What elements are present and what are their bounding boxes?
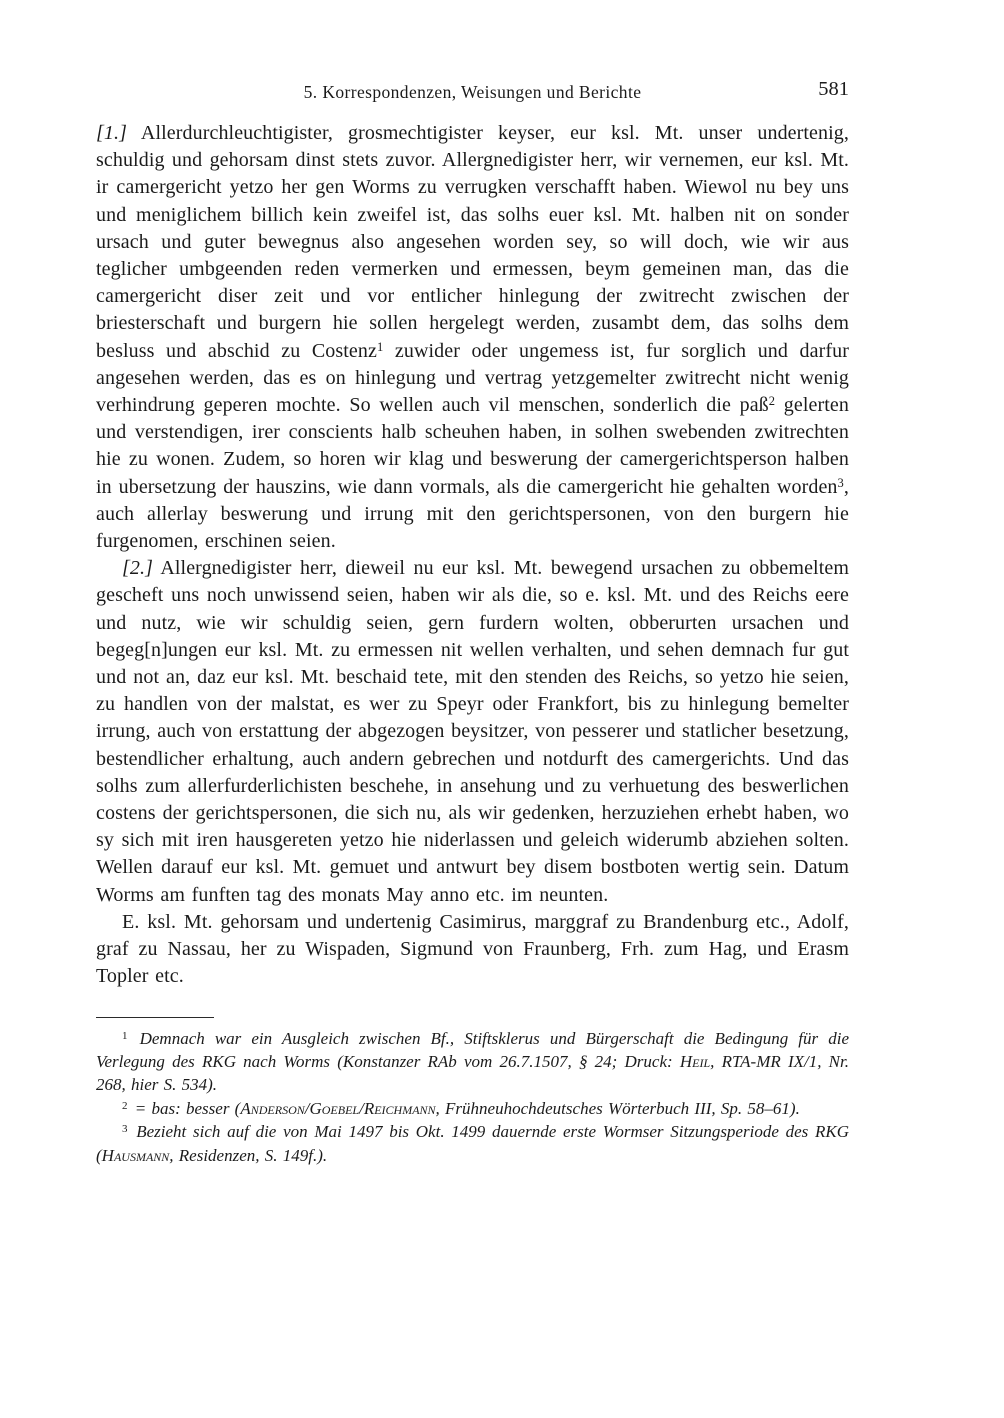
- text-run: [1.]: [96, 122, 127, 144]
- text-run: Heil: [679, 1051, 711, 1071]
- text-run: , Frühneuhochdeutsches Wörterbuch III, Sp. 58–61).: [435, 1098, 800, 1118]
- footnote: [96, 1027, 849, 1097]
- text-run: , RTA-MR IX/1, Nr. 268, hier S. 534).: [96, 1051, 849, 1095]
- footnote-marker: 1: [122, 1029, 128, 1042]
- text-run: /: [304, 1098, 310, 1118]
- paragraph: [96, 555, 849, 909]
- footnote-marker: 3: [122, 1123, 128, 1136]
- footnote-marker: 1: [376, 339, 384, 354]
- document-body: [96, 120, 849, 991]
- text-run: [2.]: [122, 557, 153, 580]
- page-number: 581: [818, 78, 849, 100]
- text-run: Bezieht sich auf die von Mai 1497 bis Okt. 1499 dauernde erste Wormser Sitzungsperiode des RKG (: [96, 1122, 849, 1165]
- footnote-marker: 2: [768, 394, 776, 409]
- text-run: Anderson: [240, 1098, 305, 1118]
- text-run: /: [359, 1098, 364, 1118]
- text-run: , auch allerlay beswerung und irrung mit den gerichtspersonen, von den burgern hie furgenomen, erschinen seien.: [96, 475, 849, 553]
- footnote-marker: 2: [122, 1099, 128, 1112]
- footnotes: [96, 1027, 849, 1167]
- text-block: [96, 78, 849, 1167]
- footnote: [96, 1097, 849, 1120]
- footnote-marker: 3: [837, 475, 844, 490]
- text-run: Allerdurchleuchtigister, grosmechtigister keyser, eur ksl. Mt. unser undertenig, schuldig und gehorsam dinst stets zuvor. Allergnedigister herr, wir vernemen, eur ksl. Mt. ir camergericht yetzo her gen Worms zu verrugken verschafft haben. Wiewol nu bey uns und meniglichem billich kein zweifel ist, das solhs euer ksl. Mt. halben nit on sonder ursach und guter bewegnus also angesehen worden sey, so will doch, wie wir aus teglicher umbgeenden reden vermerken und ermessen, beym gemeinen man, das die camergericht diser zeit und vor entlicher hinlegung der zwitrecht zwischen der briesterschaft und burgern hie sollen hergelegt werden, zusambt dem, das solhs dem besluss und abschid zu Costenz: [96, 122, 849, 362]
- text-run: Demnach war ein Ausgleich zwischen Bf., Stiftsklerus und Bürgerschaft die Bedingung für die Verlegung des RKG nach Worms (Konstanzer RAb vom 26.7.1507, § 24; Druck:: [96, 1028, 849, 1071]
- text-run: zuwider oder ungemess ist, fur sorglich und darfur angesehen werden, das es on hinlegung und vertrag yetzgemelter zwitrecht nicht wenig verhindrung geperen mochte. So wellen auch vil menschen, sonderlich die paß: [96, 339, 850, 417]
- running-header: [96, 78, 849, 104]
- text-run: = bas: besser (: [129, 1098, 241, 1118]
- text-run: Allergnedigister herr, dieweil nu eur ksl. Mt. bewegend ursachen zu obbemeltem gescheft uns noch unwissend seien, haben wir als die, so e. ksl. Mt. und des Reichs eere und nutz, wie wir schuldig seien, gern furdern wolten, obberurten ursachen und begeg[n]ungen eur ksl. Mt. zu ermessen nit wellen verhalten, und sehen demnach fur gut und not an, daz eur ksl. Mt. beschaid tete, mit den stenden des Reichs, so yetzo hie seien, zu handlen von der malstat, es wer zu Speyr oder Frankfort, bis zu hinlegung bemelter irrung, auch von erstattung der abgezogen beysitzer, von pesserer und statlicher besetzung, bestendlicher erhaltung, auch andern gebrechen und notdurft des camergerichts. Und das solhs zum allerfurderlichisten beschehe, in ansehung und zu verhuetung des beswerlichen costens der gerichtspersonen, die sich nu, als wir gedenken, herzuziehen erhebt haben, wo sy sich mit iren hausgereten yetzo hie niderlassen und geleich widerumb abziehen solten. Wellen darauf eur ksl. Mt. gemuet und antwurt bey disem bostboten wertig sein. Datum Worms am funften tag des monats May anno etc. im neunten.: [96, 557, 849, 906]
- text-run: Goebel: [309, 1098, 360, 1118]
- text-run: Reichmann: [363, 1098, 436, 1118]
- text-run: gelerten und verstendigen, irer conscients halb scheuhen haben, in solhen swebenden zwitrechten hie zu wonen. Zudem, so horen wir klag und beswerung der camergerichtsperson halben in ubersetzung der hauszins, wie dann vormals, als die camergericht hie gehalten worden: [96, 394, 849, 498]
- footnote-separator: [96, 1017, 214, 1018]
- text-run: Hausmann: [101, 1145, 170, 1165]
- paragraph: [96, 909, 849, 991]
- running-header-title: 5. Korrespondenzen, Weisungen und Berichte: [303, 82, 642, 102]
- text-run: , Residenzen, S. 149f.).: [169, 1145, 328, 1165]
- text-run: E. ksl. Mt. gehorsam und undertenig Casimirus, marggraf zu Brandenburg etc., Adolf, graf zu Nassau, her zu Wispaden, Sigmund von Fraunberg, Frh. zum Hag, und Erasm Topler etc.: [96, 910, 849, 988]
- footnote: [96, 1120, 849, 1167]
- paragraph: [96, 120, 849, 555]
